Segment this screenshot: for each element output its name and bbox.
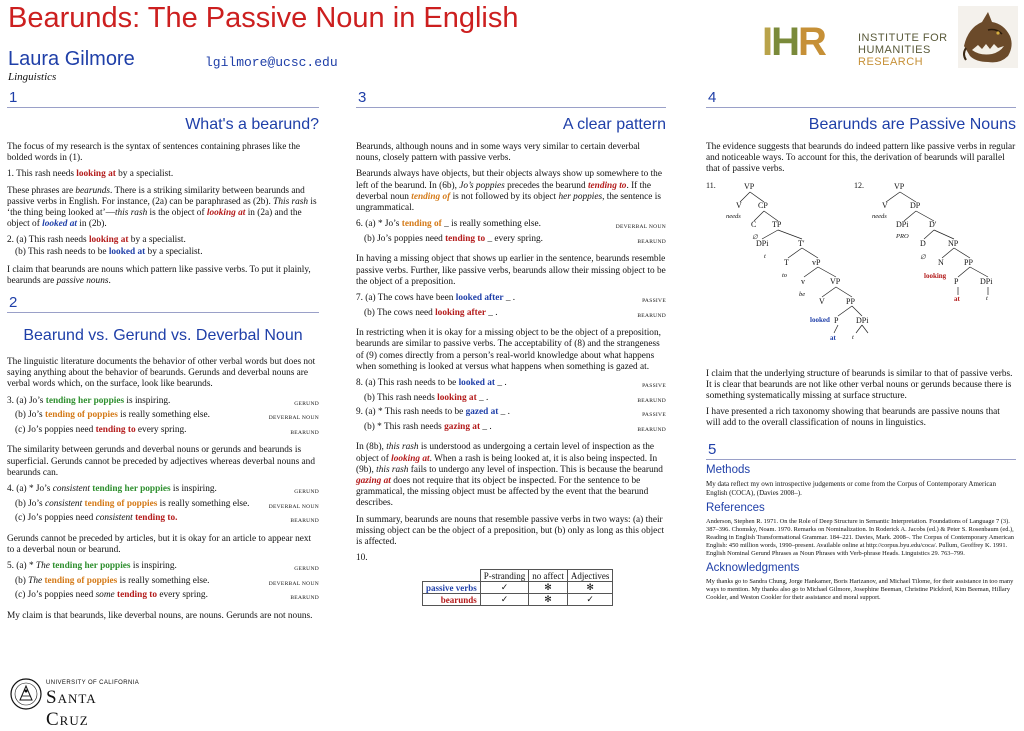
table-row — [423, 594, 613, 606]
example-8a: 8. (a) This rash needs to be looked at _ . PASSIVE — [356, 378, 666, 390]
example-1: 1. This rash needs looking at by a specialist. — [7, 169, 174, 180]
ihr-logo-mark: IHR — [762, 20, 825, 64]
example-4b: (b) Jo’s consistent tending of poppies is really something else. DEVERBAL NOUN — [15, 498, 319, 510]
comparison-table — [422, 569, 613, 606]
tree-node: vP — [812, 257, 821, 267]
tree-node: V — [882, 200, 888, 210]
tree-node: VP — [894, 181, 905, 191]
tree-leaf: ∅ — [920, 253, 926, 261]
example-3a: 3. (a) Jo’s tending her poppies is inspiring. GERUND — [7, 395, 319, 407]
paragraph: I claim that the underlying structure of bearunds is similar to that of passive verbs. It is clear that bearunds are not like other verbal nouns or gerunds because there is something systematically missing at surface structure. — [706, 368, 1013, 402]
example-9a: 9. (a) * This rash needs to be gazed at _ . PASSIVE — [356, 407, 666, 419]
table-cell: ✓ — [567, 594, 613, 606]
tree-node: D′ — [929, 219, 937, 229]
paragraph: In restricting when it is okay for a missing object to be the object of a preposition, bearunds are similar to passive verbs. The acceptability of (8) and the strangeness of (9) comes directly from a person’s real-world knowledge about what happens when something is looked at versus what happens when something is gazed at. — [356, 328, 661, 372]
example-4a: 4. (a) * Jo’s consistent tending her poppies is inspiring. GERUND — [7, 484, 319, 496]
paragraph: Bearunds, although nouns and in some ways very similar to certain deverbal nouns, closely pattern with passive verbs. — [356, 142, 640, 164]
paragraph: The focus of my research is the syntax of sentences containing phrases like the bolded words in (1). — [7, 142, 301, 164]
section-title: Bearunds are Passive Nouns — [808, 116, 1016, 133]
table-header: P-stranding — [480, 570, 529, 582]
tree-leaf: ∅ — [752, 233, 758, 241]
author-email[interactable]: lgilmore@ucsc.edu — [205, 55, 338, 70]
author-name: Laura Gilmore — [8, 48, 135, 70]
table-cell: ✻ — [529, 582, 568, 594]
tree-node: T′ — [798, 238, 805, 248]
tree-leaf: be — [799, 290, 806, 298]
paragraph: I have presented a rich taxonomy showing that bearunds are passive nouns that will add to the overall classification of nouns in linguistics. — [706, 407, 1000, 429]
section-number: 1 — [7, 88, 319, 108]
tree-node: NP — [948, 238, 959, 248]
syntax-trees — [706, 181, 1016, 369]
poster-title: Bearunds: The Passive Noun in English — [8, 2, 519, 34]
tree-leaf: at — [954, 294, 960, 303]
example-10-label: 10. — [356, 553, 368, 564]
table-cell: ✓ — [480, 594, 529, 606]
tree-node: N — [938, 257, 944, 267]
tree-node: D — [920, 238, 926, 248]
example-5a: 5. (a) * The tending her poppies is inspiring. GERUND — [7, 561, 319, 573]
section-number: 2 — [7, 293, 319, 313]
references-heading: References — [706, 501, 765, 514]
section-number: 3 — [356, 88, 666, 108]
example-number: 12. — [854, 180, 864, 190]
tree-12-branches — [854, 181, 1014, 331]
example-6a: 6. (a) * Jo’s tending of _ is really something else. DEVERBAL NOUN — [356, 219, 666, 231]
tree-node: VP — [744, 181, 755, 191]
table-row-label: bearunds — [423, 594, 481, 606]
table-row-label: passive verbs — [423, 582, 481, 594]
tree-node: DPi — [856, 315, 869, 325]
methods-heading: Methods — [706, 463, 751, 476]
section-title: Bearund vs. Gerund vs. Deverbal Noun — [23, 327, 303, 345]
references-text: Anderson, Stephen R. 1971. On the Role of Deep Structure in Semantic Interpretation. Foundations of Language 7 (3). 387–396. Chomsky, Noam. 1970. Remarks on Nominalization. In Roderick A. Jacobs (ed.) & Peter S. Rosenbaum (ed.), Reading in English Transformational Grammar. 184–221. Davies, Mark. 2008–. The Corpus of Contemporary American English: 450 million words, 1990–present. Available online at http://corpus.byu.edu/coca/. Pullum, Geoffrey K. 1991. English Nominal Gerund Phrases as Noun Phrases with Verb-phrase Heads. Linguistics 29. 763–799. — [706, 517, 1015, 557]
paragraph: The linguistic literature documents the behavior of other verbal words but does not saying anything about the behavior of bearunds. Gerunds and deverbal nouns are verbal words which, on the surface, look like bearunds. — [7, 357, 316, 390]
tree-leaf: t — [764, 252, 766, 260]
wolf-image — [958, 6, 1018, 68]
ucsc-name-text: Santa Cruz — [46, 687, 97, 730]
column-1 — [7, 88, 319, 627]
paragraph: I claim that bearunds are nouns which pattern like passive verbs. To put it plainly, bearunds are passive nouns. — [7, 264, 311, 286]
tree-node: PP — [964, 257, 973, 267]
example-9b: (b) * This rash needs gazing at _ . BEARUND — [364, 421, 666, 433]
example-4c: (c) Jo’s poppies need consistent tending to. BEARUND — [15, 513, 319, 525]
acknowledgments-text: My thanks go to Sandra Chung, Jorge Hankamer, Boris Harizanov, and Michael Tilome, for their assistance in too many ways to mention. My thanks also go to Michael Gilmore, Josephine Beeman, Christine Pickford, Kim Beeman, Hillary Cookler, and Weston Cookler for their assistance and moral support. — [706, 577, 1014, 601]
column-2 — [356, 88, 666, 606]
column-3 — [706, 88, 1016, 606]
paragraph: In (8b), this rash is understood as undergoing a certain level of inspection as the object of looking at. When a rash is being looked at, it is also being inspected. In (9b), this rash fails to undergo any level of inspection. This is because the bearund gazing at does not require that its object be inspected. For the sentence to be grammatical, the missing object must be affected by the event that the bearund describes. — [356, 442, 663, 509]
paragraph: These phrases are bearunds. There is a striking similarity between bearunds and passive verbs in English. For instance, (2a) can be paraphrased as (2b). This rash is ‘the thing being looked at’—this rash is the object of looking at in (2a) and the object of looked at in (2b). — [7, 185, 317, 230]
tree-node: V — [819, 296, 825, 306]
paragraph: In summary, bearunds are nouns that resemble passive verbs in two ways: (a) their missing object can be the object of a preposition, but (b) only as long as this object is affected. — [356, 514, 665, 548]
example-2a: 2. (a) This rash needs looking at by a specialist. — [7, 235, 186, 246]
tree-leaf: t — [986, 294, 988, 302]
paragraph: My claim is that bearunds, like deverbal nouns, are nouns. Gerunds are not nouns. — [7, 610, 313, 621]
ihr-logo-text: INSTITUTE FOR HUMANITIES RESEARCH — [858, 32, 948, 68]
section-number: 5 — [706, 440, 1016, 460]
tree-node: DPi — [756, 238, 769, 248]
paragraph: The evidence suggests that bearunds do indeed pattern like passive verbs in regular and noticeable ways. To account for this, the derivation of bearunds will parallel that of passive verbs. — [706, 142, 1016, 175]
tree-leaf: PRO — [896, 232, 909, 240]
paragraph: The similarity between gerunds and deverbal nouns or gerunds and bearunds is superficial. Gerunds cannot be preceded by adjectives whereas deverbal nouns and bearunds can. — [7, 445, 315, 478]
paragraph: Bearunds always have objects, but their objects always show up somewhere to the left of the bearund. In (6b), Jo’s poppies precedes the bearund tending to. If the deverbal noun tending of is not followed by its object her poppies, the sentence is ungrammatical. — [356, 169, 662, 214]
tree-leaf: to — [782, 271, 788, 279]
tree-leaf: needs — [872, 212, 887, 220]
ucsc-seal-icon — [10, 678, 42, 710]
example-7a: 7. (a) The cows have been looked after _ . PASSIVE — [356, 293, 666, 305]
example-number: 11. — [706, 180, 716, 190]
department: Linguistics — [8, 71, 57, 83]
tree-leaf: at — [830, 333, 836, 342]
tree-node: DPi — [896, 219, 909, 229]
table-row — [423, 582, 613, 594]
tree-leaf: t — [852, 333, 854, 341]
example-5c: (c) Jo’s poppies need some tending to every spring. BEARUND — [15, 590, 319, 602]
tree-node: P — [954, 276, 959, 286]
tree-node: V — [736, 200, 742, 210]
table-header: Adjectives — [567, 570, 613, 582]
ucsc-university-text: UNIVERSITY OF CALIFORNIA — [46, 680, 140, 686]
table-cell: ✓ — [480, 582, 529, 594]
tree-11 — [706, 180, 869, 369]
tree-node: v — [801, 276, 805, 286]
paragraph: Gerunds cannot be preceded by articles, but it is okay for an article to appear next to a deverbal noun or bearund. — [7, 533, 312, 555]
example-5b: (b) The tending of poppies is really something else. DEVERBAL NOUN — [15, 575, 319, 587]
tree-leaf: needs — [726, 212, 741, 220]
table-cell: ✻ — [529, 594, 568, 606]
example-2b: (b) This rash needs to be looked at by a specialist. — [15, 247, 203, 258]
ucsc-logo — [10, 676, 140, 730]
tree-leaf: looked — [810, 315, 830, 324]
table-cell: ✻ — [567, 582, 613, 594]
tree-node: TP — [772, 219, 782, 229]
tree-node: DP — [910, 200, 921, 210]
tree-node: T — [784, 257, 789, 267]
example-7b: (b) The cows need looking after _ . BEARUND — [364, 307, 666, 319]
section-title: A clear pattern — [562, 116, 666, 133]
methods-text: My data reflect my own introspective judgements or come from the Corpus of Contemporary American English (COCA), (Davies 2008–). — [706, 479, 997, 497]
section-title: What's a bearund? — [185, 116, 319, 133]
tree-node: VP — [830, 276, 841, 286]
tree-12 — [854, 181, 1014, 331]
tree-node: C — [751, 219, 757, 229]
acknowledgments-heading: Acknowledgments — [706, 561, 800, 574]
table-header-row — [423, 570, 613, 582]
section-number: 4 — [706, 88, 1016, 108]
tree-node: P — [834, 315, 839, 325]
example-6b: (b) Jo’s poppies need tending to _ every spring. BEARUND — [364, 233, 666, 245]
example-3c: (c) Jo’s poppies need tending to every spring. BEARUND — [15, 424, 319, 436]
example-3b: (b) Jo’s tending of poppies is really something else. DEVERBAL NOUN — [15, 410, 319, 422]
table-header: no affect — [529, 570, 568, 582]
ihr-logo — [762, 20, 952, 66]
poster-header — [0, 0, 1024, 88]
tree-node: PP — [846, 296, 855, 306]
paragraph: In having a missing object that shows up earlier in the sentence, bearunds resemble passive verbs. Further, like passive verbs, bearunds allow their missing object to be the object of a preposition. — [356, 254, 666, 287]
tree-node: DPi — [980, 276, 993, 286]
example-8b: (b) This rash needs looking at _ . BEARUND — [364, 392, 666, 404]
tree-leaf: looking — [924, 271, 947, 280]
tree-node: CP — [758, 200, 768, 210]
